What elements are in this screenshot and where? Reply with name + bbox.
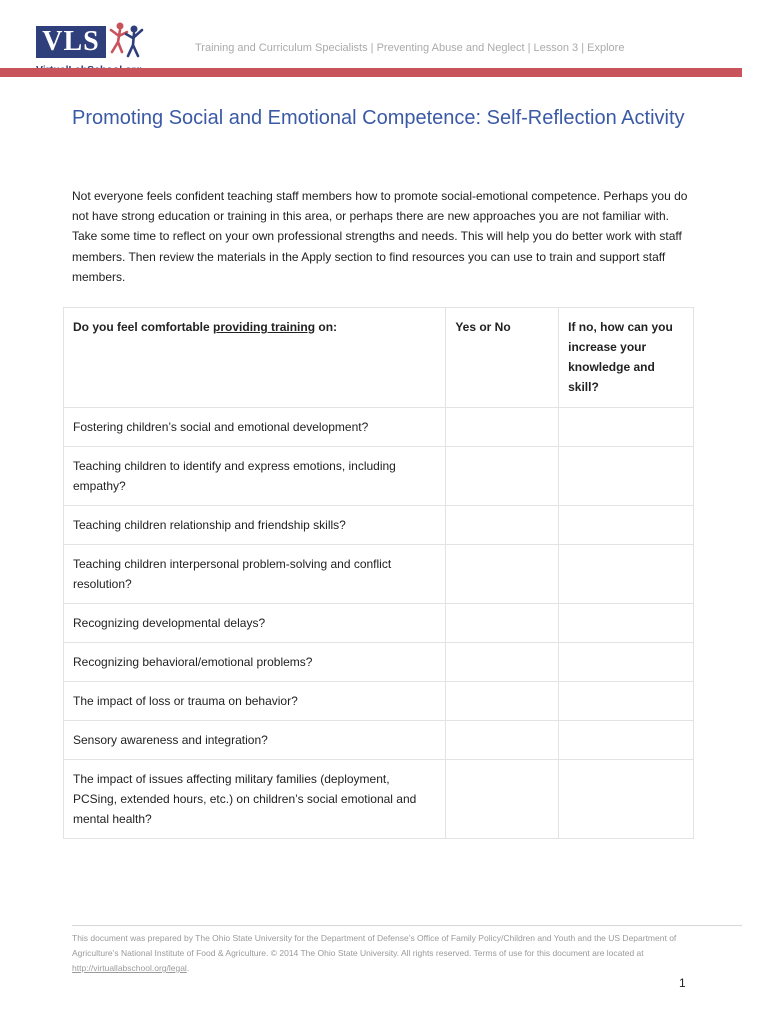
table-row [64, 408, 694, 447]
header-divider [0, 68, 742, 77]
table-row [64, 682, 694, 721]
table-row [64, 760, 694, 839]
improvement-field[interactable] [559, 643, 694, 682]
header-topic [64, 308, 446, 408]
improvement-field[interactable] [559, 447, 694, 506]
footer-divider [72, 925, 742, 926]
header-yes-no: Yes or No [446, 308, 559, 408]
improvement-field[interactable] [559, 604, 694, 643]
intro-paragraph: Not everyone feels confident teaching staff members how to promote social-emotional competence. Perhaps you do not have strong education or training in this area, or perhaps there are new approaches you are not familiar with. Take some time to reflect on your own professional strengths and needs. This will help you do better work with staff members. Then review the materials in the Apply section to find resources you can use to train and support staff members. [72, 189, 688, 284]
yes-no-field[interactable] [446, 408, 559, 447]
row-topic: Fostering children’s social and emotional development? [64, 408, 446, 447]
table-row [64, 721, 694, 760]
row-topic: Teaching children interpersonal problem-solving and conflict resolution? [64, 545, 446, 604]
row-topic: Teaching children relationship and friendship skills? [64, 506, 446, 545]
table-row [64, 643, 694, 682]
table-row [64, 604, 694, 643]
yes-no-field[interactable] [446, 604, 559, 643]
table-row [64, 447, 694, 506]
yes-no-field[interactable] [446, 447, 559, 506]
improvement-field[interactable] [559, 408, 694, 447]
improvement-field[interactable] [559, 682, 694, 721]
yes-no-field[interactable] [446, 721, 559, 760]
footer-link-suffix: . [186, 963, 190, 973]
self-reflection-table [63, 307, 694, 839]
row-topic: Recognizing developmental delays? [64, 604, 446, 643]
table-header-row [64, 308, 694, 408]
logo-mark: VLS [36, 26, 106, 58]
row-topic: Teaching children to identify and express emotions, including empathy? [64, 447, 446, 506]
page-number: 1 [679, 976, 686, 990]
yes-no-field[interactable] [446, 545, 559, 604]
footer-text: This document was prepared by The Ohio State University for the Department of Defense’s Office of Family Policy/Children and Youth and the US Department of Agriculture’s National Institute of Food & Agriculture. © 2014 The Ohio State University. All rights reserved. Terms of use for this document are located at [72, 933, 677, 958]
yes-no-field[interactable] [446, 760, 559, 839]
row-topic: Recognizing behavioral/emotional problems? [64, 643, 446, 682]
page-title: Promoting Social and Emotional Competence: Self-Reflection Activity [72, 107, 685, 129]
page-header [0, 0, 770, 85]
row-topic: The impact of loss or trauma on behavior? [64, 682, 446, 721]
breadcrumb: Training and Curriculum Specialists | Preventing Abuse and Neglect | Lesson 3 | Explore [195, 42, 625, 54]
yes-no-field[interactable] [446, 643, 559, 682]
header-topic-prefix: Do you feel comfortable [73, 320, 214, 334]
footer-notice [72, 931, 692, 976]
row-topic: Sensory awareness and integration? [64, 721, 446, 760]
improvement-field[interactable] [559, 545, 694, 604]
header-improvement: If no, how can you increase your knowledge and skill? [559, 308, 694, 408]
table-row [64, 506, 694, 545]
yes-no-field[interactable] [446, 506, 559, 545]
yes-no-field[interactable] [446, 682, 559, 721]
improvement-field[interactable] [559, 721, 694, 760]
legal-link[interactable]: http://virtuallabschool.org/legal [72, 963, 187, 973]
children-figures-icon [108, 18, 148, 60]
improvement-field[interactable] [559, 760, 694, 839]
improvement-field[interactable] [559, 506, 694, 545]
row-topic: The impact of issues affecting military families (deployment, PCSing, extended hours, etc.) on children’s social emotional and mental health? [64, 760, 446, 839]
header-topic-suffix: on: [315, 320, 338, 334]
table-row [64, 545, 694, 604]
header-topic-underlined: providing training [213, 320, 316, 334]
